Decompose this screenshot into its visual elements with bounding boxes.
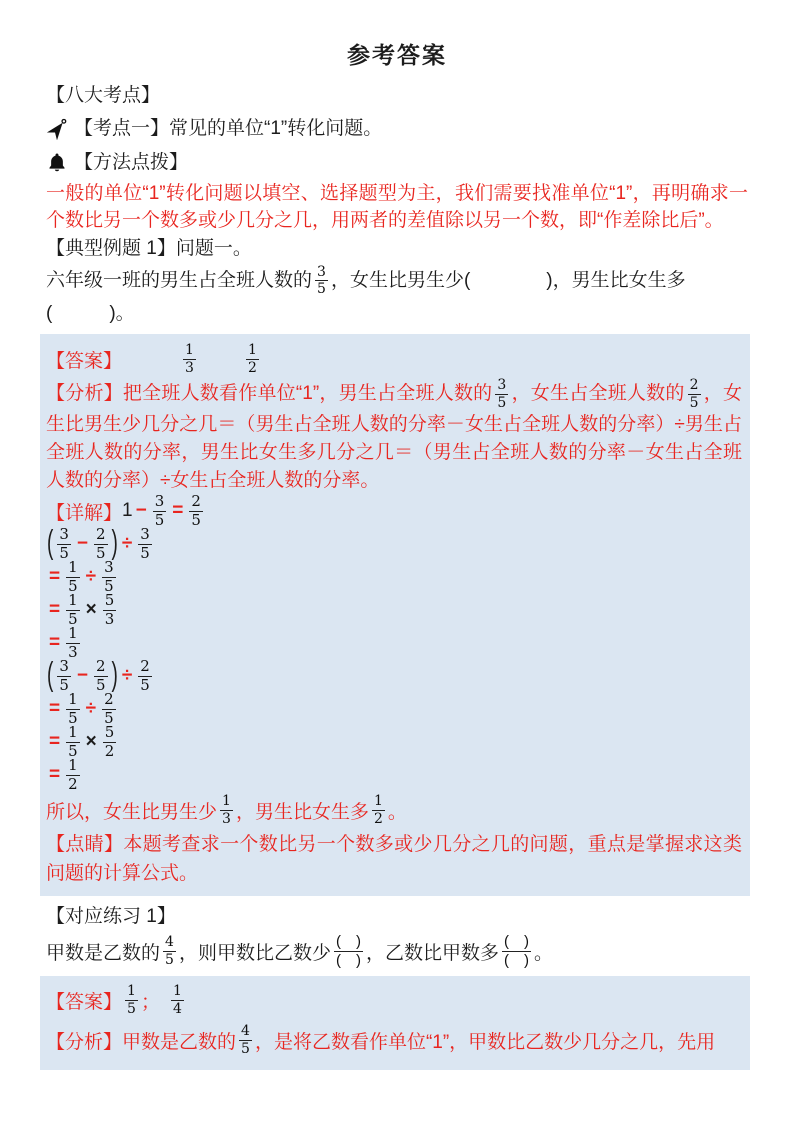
- section-method: [46, 150, 748, 176]
- practice1-answer-box: [40, 976, 750, 1070]
- section-point1: [46, 116, 748, 142]
- equation-line: = $\frac{1}{5}$ × $\frac{5}{2}$: [49, 722, 115, 760]
- equation-line: = $\frac{1}{3}$: [49, 623, 78, 661]
- method-label: 【方法点拨】: [74, 152, 189, 173]
- example1-problem: 六年级一班的男生占全班人数的 $\frac{3}{5}$ ，女生比男生少( )，男生比女生多 ( )。: [46, 263, 686, 325]
- answer-line: 【答案】 $\frac{1}{5}$ ； $\frac{1}{4}$: [46, 983, 182, 1018]
- practice1-title: 【对应练习 1】: [46, 905, 176, 927]
- equation-line: = $\frac{1}{5}$ ÷ $\frac{3}{5}$: [49, 557, 114, 595]
- section-eight-exam-points: 【八大考点】: [46, 85, 161, 106]
- equation-line: ( $\frac{3}{5}$ − $\frac{2}{5}$ ) ÷ $\frac{2}{5}$: [47, 656, 150, 694]
- equation-line: = $\frac{1}{2}$: [49, 755, 78, 793]
- answer-line: 【答案】 $\frac{1}{3}$ $\frac{1}{2}$: [46, 341, 257, 376]
- practice1-problem: 甲数是乙数的 $\frac{4}{5}$ ，则甲数比乙数少 $\frac{( )}{( )}$ ，乙数比甲数多 $\frac{( )}{( )}$ 。: [46, 933, 553, 970]
- page-title: 参考答案: [347, 42, 447, 68]
- equation-line: = $\frac{1}{5}$ ÷ $\frac{2}{5}$: [49, 689, 114, 727]
- analysis-paragraph: 【分析】甲数是乙数的 $\frac{4}{5}$ ，是将乙数看作单位“1”，甲数比乙数少几分之几，先用: [46, 1023, 716, 1058]
- bell-icon: [46, 152, 68, 174]
- equation-line: 【详解】 1 − $\frac{3}{5}$ = $\frac{2}{5}$: [46, 491, 201, 529]
- equation-line: = $\frac{1}{5}$ × $\frac{5}{3}$: [49, 590, 115, 628]
- method-note: 一般的单位“1”转化问题以填空、选择题型为主，我们需要找准单位“1”，再明确求一个数比另一个数多或少几分之几，用两者的差值除以另一个数，即“作差除比后”。: [46, 183, 748, 231]
- point1-label: 【考点一】常见的单位“1”转化问题。: [74, 118, 383, 139]
- equation-line: ( $\frac{3}{5}$ − $\frac{2}{5}$ ) ÷ $\frac{3}{5}$: [47, 524, 150, 562]
- cursor-icon: [46, 118, 68, 140]
- conclusion-line: 所以，女生比男生少 $\frac{1}{3}$ ，男生比女生多 $\frac{1}{2}$ 。: [46, 793, 407, 828]
- example1-title: 【典型例题 1】问题一。: [46, 238, 252, 259]
- tip-paragraph: 【点睛】本题考查求一个数比另一个数多或少几分之几的问题，重点是掌握求这类问题的计算公式。: [46, 833, 742, 884]
- analysis-paragraph: 【分析】把全班人数看作单位“1”，男生占全班人数的 $\frac{3}{5}$ ，女生占全班人数的 $\frac{2}{5}$ ，女生比男生少几分之几＝（男生占全班人数的分率－女生占全班人数的分率）÷男生占全班人数的分率，男生比女生多几分之几＝（男生占全班人数的分率－女生占全班人数的分率）÷女生占全班人数的分率。: [46, 377, 742, 491]
- example1-answer-box: [40, 334, 750, 895]
